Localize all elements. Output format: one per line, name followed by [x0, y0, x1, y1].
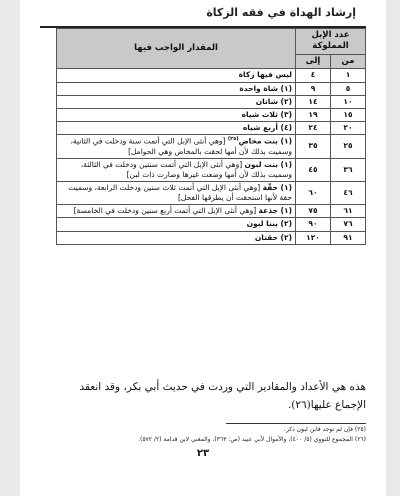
table-row: [57, 231, 366, 244]
due-explanation: [وهي أنثى الإبل التي أتمت أربع سنين ودخلت في الخامسة]: [73, 206, 259, 216]
footnote-25: (٢٥) فإن لم توجد فابن لبون ذكر.: [284, 426, 366, 433]
col-header-from: من: [331, 54, 366, 68]
cell-due: [57, 135, 296, 159]
cell-to: ٤٥: [296, 158, 331, 181]
due-amount: (٢) شاتان: [255, 96, 292, 106]
cell-due: [57, 95, 296, 108]
table-row: [57, 108, 366, 121]
table-row: [57, 69, 366, 82]
cell-due: [57, 182, 296, 205]
due-amount: (١) جذعة: [258, 206, 292, 216]
due-amount: (١) شاة واحدة: [239, 83, 292, 93]
cell-from: ٥: [331, 82, 366, 95]
cell-to: ٢٤: [296, 121, 331, 134]
table-row: [57, 182, 366, 205]
table-row: [57, 218, 366, 231]
cell-to: ١٩: [296, 108, 331, 121]
cell-from: ١٥: [331, 108, 366, 121]
cell-to: ٤: [296, 69, 331, 82]
cell-due: [57, 82, 296, 95]
cell-to: ٩: [296, 82, 331, 95]
table-row: [57, 135, 366, 159]
running-header: [40, 4, 366, 28]
cell-from: ٣٦: [331, 158, 366, 181]
cell-from: ١: [331, 69, 366, 82]
cell-to: ٣٥: [296, 135, 331, 159]
due-explanation: [وهي أنثى الإبل التي أتمت سنة ودخلت في الثانية، وسميت بذلك لأن أمها لحقت بالمخاض وهي الحوامل]: [70, 136, 292, 156]
table-row: [57, 205, 366, 218]
cell-to: ٦٠: [296, 182, 331, 205]
cell-from: ٦١: [331, 205, 366, 218]
cell-from: ٢٠: [331, 121, 366, 134]
cell-to: ٧٥: [296, 205, 331, 218]
cell-due: [57, 108, 296, 121]
due-amount: (١) حقّة: [262, 183, 292, 193]
due-explanation: [وهي أنثى الإبل التي أتمت ثلاث سنين ودخلت الرابعة، وسميت حقة لأنها استحقت أن يطرقها الفحل]: [68, 183, 292, 203]
camel-zakat-table: [56, 28, 366, 245]
cell-due: [57, 231, 296, 244]
due-explanation: [وهي أنثى الإبل التي أتمت سنتين ودخلت في الثالثة، وسميت بذلك لأن أمها وضعت غيرها وصارت ذات لبن]: [80, 159, 292, 179]
col-header-count: عدد الإبل المملوكة: [296, 29, 366, 55]
due-amount: ليس فيها زكاة: [238, 70, 292, 80]
cell-from: ١٠: [331, 95, 366, 108]
page-number: ٢٣: [196, 448, 210, 459]
table-row: [57, 158, 366, 181]
cell-to: ١٢٠: [296, 231, 331, 244]
due-amount: (٢) حقتان: [254, 232, 292, 242]
cell-from: ٧٦: [331, 218, 366, 231]
cell-from: ٢٥: [331, 135, 366, 159]
footnote-divider: [226, 423, 366, 424]
due-amount: (٤) أربع شياه: [242, 122, 292, 132]
cell-to: ٩٠: [296, 218, 331, 231]
footnote-ref: (٢٥): [227, 136, 239, 143]
cell-due: [57, 205, 296, 218]
cell-due: [57, 121, 296, 134]
table-body: [57, 69, 366, 244]
cell-due: [57, 158, 296, 181]
body-paragraph: هذه هي الأعداد والمقادير التي وردت في حديث أبي بكر، وقد انعقد الإجماع عليها(٢٦).: [79, 381, 366, 412]
cell-due: [57, 218, 296, 231]
document-page: [20, 0, 386, 496]
col-header-to: إلى: [296, 54, 331, 68]
cell-from: ٤٦: [331, 182, 366, 205]
due-amount: (١) بنت لبون: [244, 159, 292, 169]
due-amount: (٣) ثلاث شياه: [241, 109, 292, 119]
table-row: [57, 95, 366, 108]
cell-to: ١٤: [296, 95, 331, 108]
header-title: إرشاد الهداة في فقه الزكاة: [206, 6, 356, 19]
footnote-26: (٢٦) المجموع للنووي (٥/ ٤٠٠)، والأموال لأبي عبيد (ص: ٣٦٣)، والمغني لابن قدامة (٢/ ٥٧٢).: [138, 436, 366, 443]
due-amount: (٢) بنتا لبون: [246, 219, 292, 229]
due-amount: (١) بنت مخاض: [238, 136, 292, 146]
table-row: [57, 121, 366, 134]
col-header-due: المقدار الواجب فيها: [57, 29, 296, 69]
table-row: [57, 82, 366, 95]
cell-due: [57, 69, 296, 82]
cell-from: ٩١: [331, 231, 366, 244]
